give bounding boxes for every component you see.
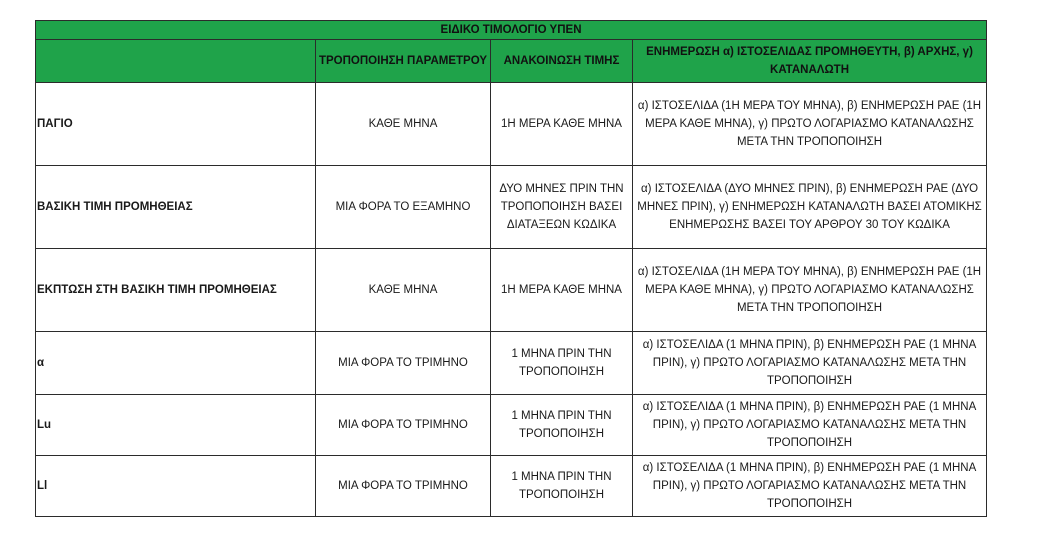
- row-modification: ΚΑΘΕ ΜΗΝΑ: [316, 83, 491, 166]
- row-notification: α) ΙΣΤΟΣΕΛΙΔΑ (1Η ΜΕΡΑ ΤΟΥ ΜΗΝΑ), β) ΕΝΗΜΕΡΩΣΗ ΡΑΕ (1Η ΜΕΡΑ ΚΑΘΕ ΜΗΝΑ), γ) ΠΡΩΤΟ ΛΟΓΑΡΙΑΣΜΟ ΚΑΤΑΝΑΛΩΣΗΣ ΜΕΤΑ ΤΗΝ ΤΡΟΠΟΠΟΙΗΣΗ: [633, 249, 987, 332]
- header-announcement: ΑΝΑΚΟΙΝΩΣΗ ΤΙΜΗΣ: [491, 40, 633, 83]
- row-name: ΕΚΠΤΩΣΗ ΣΤΗ ΒΑΣΙΚΗ ΤΙΜΗ ΠΡΟΜΗΘΕΙΑΣ: [36, 249, 316, 332]
- table-row: [36, 332, 987, 395]
- table-row: [36, 249, 987, 332]
- row-notification: α) ΙΣΤΟΣΕΛΙΔΑ (ΔΥΟ ΜΗΝΕΣ ΠΡΙΝ), β) ΕΝΗΜΕΡΩΣΗ ΡΑΕ (ΔΥΟ ΜΗΝΕΣ ΠΡΙΝ), γ) ΕΝΗΜΕΡΩΣΗ ΚΑΤΑΝΑΛΩΤΗ ΒΑΣΕΙ ΑΤΟΜΙΚΗΣ ΕΝΗΜΕΡΩΣΗΣ ΒΑΣΕΙ ΤΟΥ ΑΡΘΡΟΥ 30 ΤΟΥ ΚΩΔΙΚΑ: [633, 166, 987, 249]
- table-row: [36, 395, 987, 456]
- row-modification: ΚΑΘΕ ΜΗΝΑ: [316, 249, 491, 332]
- header-modification: ΤΡΟΠΟΠΟΙΗΣΗ ΠΑΡΑΜΕΤΡΟΥ: [316, 40, 491, 83]
- row-name: ΒΑΣΙΚΗ ΤΙΜΗ ΠΡΟΜΗΘΕΙΑΣ: [36, 166, 316, 249]
- tariff-table: [35, 20, 987, 517]
- row-modification: ΜΙΑ ΦΟΡΑ ΤΟ ΤΡΙΜΗΝΟ: [316, 395, 491, 456]
- row-name: ΠΑΓΙΟ: [36, 83, 316, 166]
- table-row: [36, 456, 987, 517]
- row-notification: α) ΙΣΤΟΣΕΛΙΔΑ (1 ΜΗΝΑ ΠΡΙΝ), β) ΕΝΗΜΕΡΩΣΗ ΡΑΕ (1 ΜΗΝΑ ΠΡΙΝ), γ) ΠΡΩΤΟ ΛΟΓΑΡΙΑΣΜΟ ΚΑΤΑΝΑΛΩΣΗΣ ΜΕΤΑ ΤΗΝ ΤΡΟΠΟΠΟΙΗΣΗ: [633, 395, 987, 456]
- header-empty: [36, 40, 316, 83]
- row-name: α: [36, 332, 316, 395]
- row-announcement: 1 ΜΗΝΑ ΠΡΙΝ ΤΗΝ ΤΡΟΠΟΠΟΙΗΣΗ: [491, 456, 633, 517]
- table-row: [36, 83, 987, 166]
- row-name: Lu: [36, 395, 316, 456]
- row-modification: ΜΙΑ ΦΟΡΑ ΤΟ ΤΡΙΜΗΝΟ: [316, 456, 491, 517]
- table-row: [36, 166, 987, 249]
- row-announcement: 1 ΜΗΝΑ ΠΡΙΝ ΤΗΝ ΤΡΟΠΟΠΟΙΗΣΗ: [491, 332, 633, 395]
- row-name: Ll: [36, 456, 316, 517]
- row-modification: ΜΙΑ ΦΟΡΑ ΤΟ ΕΞΑΜΗΝΟ: [316, 166, 491, 249]
- row-announcement: ΔΥΟ ΜΗΝΕΣ ΠΡΙΝ ΤΗΝ ΤΡΟΠΟΠΟΙΗΣΗ ΒΑΣΕΙ ΔΙΑΤΑΞΕΩΝ ΚΩΔΙΚΑ: [491, 166, 633, 249]
- row-announcement: 1Η ΜΕΡΑ ΚΑΘΕ ΜΗΝΑ: [491, 83, 633, 166]
- row-notification: α) ΙΣΤΟΣΕΛΙΔΑ (1 ΜΗΝΑ ΠΡΙΝ), β) ΕΝΗΜΕΡΩΣΗ ΡΑΕ (1 ΜΗΝΑ ΠΡΙΝ), γ) ΠΡΩΤΟ ΛΟΓΑΡΙΑΣΜΟ ΚΑΤΑΝΑΛΩΣΗΣ ΜΕΤΑ ΤΗΝ ΤΡΟΠΟΠΟΙΗΣΗ: [633, 456, 987, 517]
- header-notification: ΕΝΗΜΕΡΩΣΗ α) ΙΣΤΟΣΕΛΙΔΑΣ ΠΡΟΜΗΘΕΥΤΗ, β) ΑΡΧΗΣ, γ) ΚΑΤΑΝΑΛΩΤΗ: [633, 40, 987, 83]
- row-announcement: 1 ΜΗΝΑ ΠΡΙΝ ΤΗΝ ΤΡΟΠΟΠΟΙΗΣΗ: [491, 395, 633, 456]
- row-announcement: 1Η ΜΕΡΑ ΚΑΘΕ ΜΗΝΑ: [491, 249, 633, 332]
- table-title: ΕΙΔΙΚΟ ΤΙΜΟΛΟΓΙΟ ΥΠΕΝ: [36, 21, 987, 40]
- row-notification: α) ΙΣΤΟΣΕΛΙΔΑ (1 ΜΗΝΑ ΠΡΙΝ), β) ΕΝΗΜΕΡΩΣΗ ΡΑΕ (1 ΜΗΝΑ ΠΡΙΝ), γ) ΠΡΩΤΟ ΛΟΓΑΡΙΑΣΜΟ ΚΑΤΑΝΑΛΩΣΗΣ ΜΕΤΑ ΤΗΝ ΤΡΟΠΟΠΟΙΗΣΗ: [633, 332, 987, 395]
- row-notification: α) ΙΣΤΟΣΕΛΙΔΑ (1Η ΜΕΡΑ ΤΟΥ ΜΗΝΑ), β) ΕΝΗΜΕΡΩΣΗ ΡΑΕ (1Η ΜΕΡΑ ΚΑΘΕ ΜΗΝΑ), γ) ΠΡΩΤΟ ΛΟΓΑΡΙΑΣΜΟ ΚΑΤΑΝΑΛΩΣΗΣ ΜΕΤΑ ΤΗΝ ΤΡΟΠΟΠΟΙΗΣΗ: [633, 83, 987, 166]
- row-modification: ΜΙΑ ΦΟΡΑ ΤΟ ΤΡΙΜΗΝΟ: [316, 332, 491, 395]
